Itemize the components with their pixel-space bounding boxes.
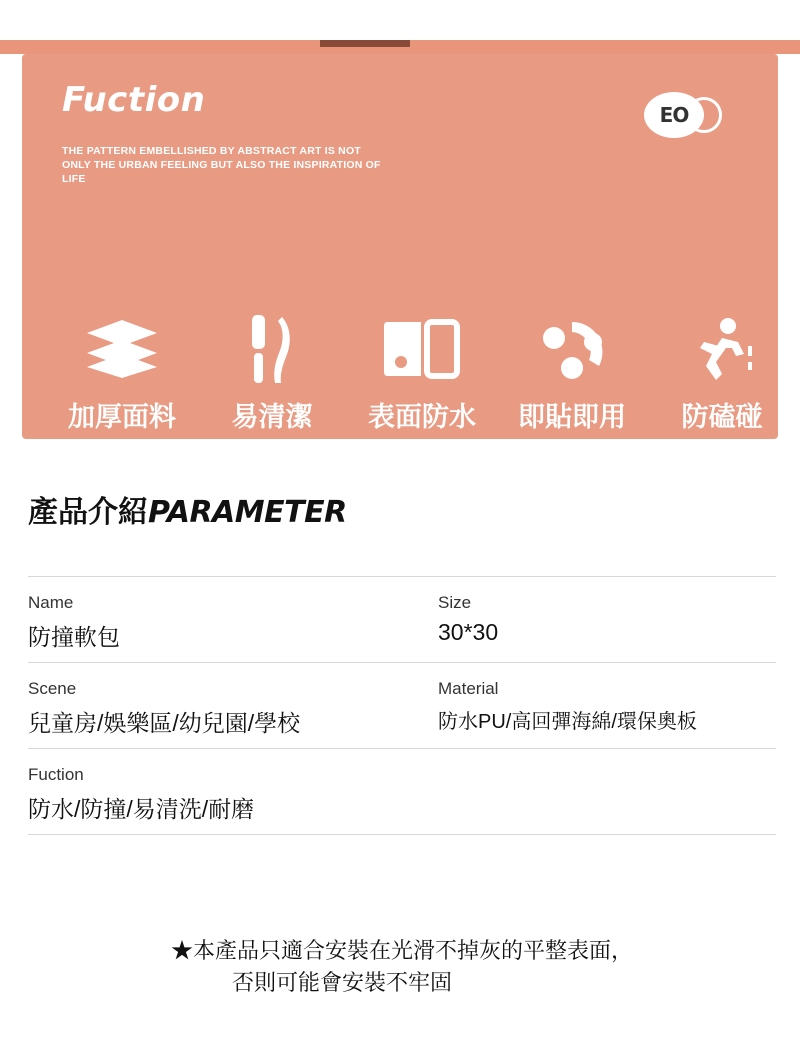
feature-label: 加厚面料 <box>68 402 176 432</box>
page-title <box>28 487 347 531</box>
spec-cell <box>28 679 438 738</box>
spec-value: 防水PU/高回彈海綿/環保奧板 <box>438 711 697 733</box>
spec-key: Size <box>438 593 472 612</box>
top-accent-strip-dark <box>320 40 410 47</box>
spec-cell <box>28 593 438 652</box>
spec-cell <box>438 679 776 738</box>
spec-key: Fuction <box>28 765 84 784</box>
spec-value: 防撞軟包 <box>28 624 120 650</box>
note-line-2: 否則可能會安裝不牢固 <box>231 970 452 995</box>
eo-badge-label: EO <box>659 103 689 127</box>
feature-label: 即貼即用 <box>518 402 626 432</box>
feature-item <box>652 309 792 434</box>
spec-value: 防水/防撞/易清洗/耐磨 <box>28 796 255 822</box>
feature-label: 防磕碰 <box>681 402 763 432</box>
running-person-icon <box>686 309 758 389</box>
section-heading-en: PARAMETER <box>148 495 347 530</box>
spec-value: 30*30 <box>438 619 499 645</box>
installation-note <box>28 935 776 999</box>
banner-title: Fuction <box>62 80 206 120</box>
note-line-1: ★本產品只適合安裝在光滑不掉灰的平整表面， <box>170 938 633 963</box>
section-heading-cn: 產品介紹 <box>28 496 148 529</box>
banner-subtitle: THE PATTERN EMBELLISHED BY ABSTRACT ART IS NOT ONLY THE URBAN FEELING BUT ALSO THE INSPIRATION OF LIFE <box>62 145 381 185</box>
feature-item <box>202 309 342 434</box>
feature-item <box>502 309 642 434</box>
table-row <box>28 662 776 748</box>
feature-banner <box>22 54 778 439</box>
layers-icon <box>83 309 161 389</box>
spec-key: Name <box>28 593 74 612</box>
feature-list <box>52 309 792 434</box>
waterproof-panel-icon <box>381 309 463 389</box>
eo-badge <box>644 92 744 138</box>
spec-table <box>28 576 776 835</box>
eo-badge-circle <box>644 92 704 138</box>
feature-item <box>352 309 492 434</box>
table-row <box>28 748 776 835</box>
spec-cell <box>28 765 776 824</box>
feature-item <box>52 309 192 434</box>
spec-key: Material <box>438 679 499 698</box>
table-row <box>28 576 776 662</box>
spec-key: Scene <box>28 679 77 698</box>
brush-icon <box>242 309 302 389</box>
feature-label: 易清潔 <box>231 402 313 432</box>
spec-cell <box>438 593 776 652</box>
spec-value: 兒童房/娛樂區/幼兒園/學校 <box>28 710 301 736</box>
feature-label: 表面防水 <box>368 402 476 432</box>
adhesive-dots-icon <box>531 309 613 389</box>
